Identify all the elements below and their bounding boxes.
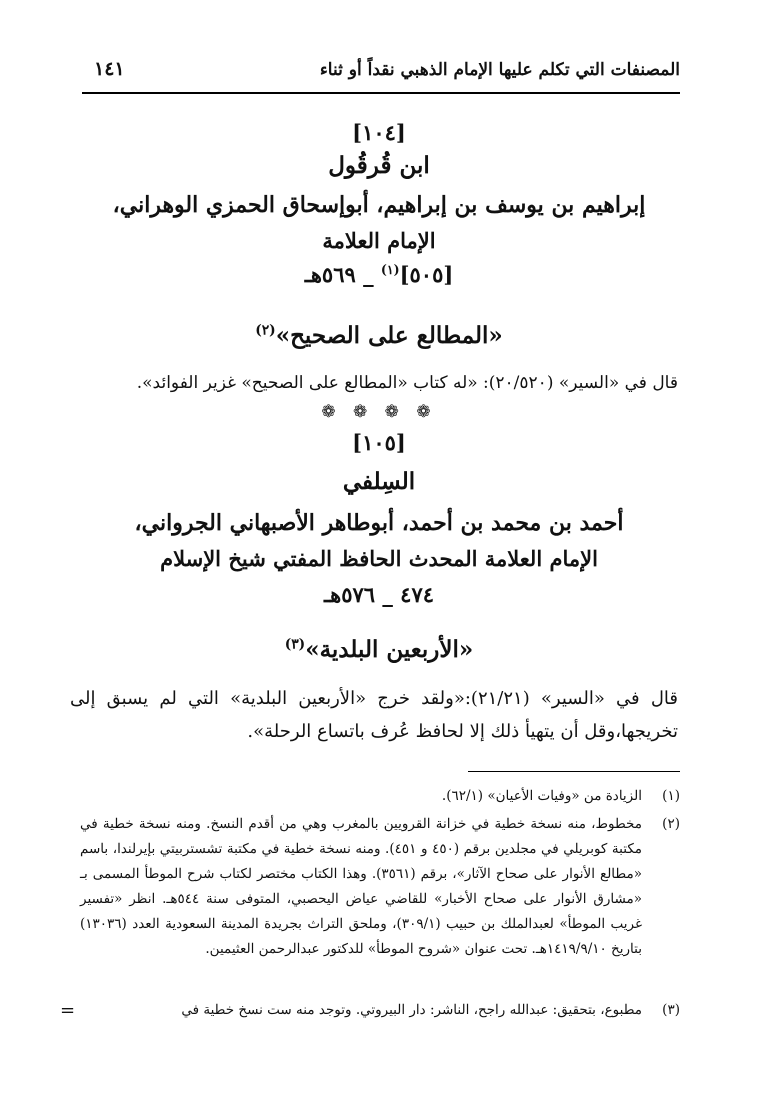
footnote-number: (١) <box>662 788 680 804</box>
footnote <box>80 784 680 809</box>
entry-dates <box>60 262 698 287</box>
dates-end: _ ٥٦٩هـ <box>304 262 374 287</box>
book-title-text: «الأربعين البلدية» <box>305 636 474 663</box>
footnote-number: (٣) <box>662 1002 680 1018</box>
dates-start: [٥٠٥] <box>399 262 454 287</box>
entry-title: الإمام العلامة المحدث الحافظ المفتي شيخ الإسلام <box>160 546 598 571</box>
book-title-text: «المطالع على الصحيح» <box>275 322 503 349</box>
quote-paragraph: قال في «السير» (٢١/٢١):«ولقد خرج «الأربعين البلدية» التي لم يسبق إلى تخريجها،وقل أن يتهيأ ذلك إلا لحافظ عُرف باتساع الرحلة». <box>70 688 678 742</box>
header-rule <box>82 92 680 94</box>
entry-title: الإمام العلامة <box>322 228 436 253</box>
separator-ornament: ❁ ❁ ❁ ❁ <box>321 402 437 422</box>
footnote-ref: (١) <box>380 262 400 277</box>
header-title: المصنفات التي تكلم عليها الإمام الذهبي نقداً أو ثناء <box>319 60 680 80</box>
footnote <box>90 998 680 1023</box>
continuation-mark: = <box>60 1000 76 1021</box>
footnote <box>80 812 680 962</box>
footnote-number: (٢) <box>662 816 680 832</box>
entry-number: [١٠٥] <box>352 430 406 455</box>
footnote-text: مطبوع، بتحقيق: عبدالله راجح، الناشر: دار البيروتي. وتوجد منه ست نسخ خطية في <box>181 1002 642 1018</box>
quote-paragraph: قال في «السير» (٢٠/٥٢٠): «له كتاب «المطالع على الصحيح» غزير الفوائد». <box>136 373 678 393</box>
footnote-text: مخطوط، منه نسخة خطية في خزانة القرويين بالمغرب وهي من أقدم النسخ. ومنه نسخة خطية في مكتبة كوبريلي في مجلدين برقم (٤٥٠ و ٤٥١). ومنه نسخة خطية في مكتبة تشستربيتي بإيرلندا، باسم «مطالع الأنوار على صحاح الآثار»، برقم (٣٥٦١). وهذا الكتاب مختصر لكتاب شرح الموطأ المسمى بـ «مشارق الأنوار على صحاح الأخبار» للقاضي عياض اليحصبي، المتوفى سنة ٥٤٤هـ. انظر «تفسير غريب الموطأ» لعبدالملك بن حبيب (٣٠٩/١)، وملحق التراث بجريدة المدينة السعودية العدد (١٣٠٣٦) بتاريخ ١٤١٩/٩/١٠هـ. تحت عنوان «شروح الموطأ» للدكتور عبدالرحمن العثيمين. <box>80 816 643 957</box>
entry-name: إبراهيم بن يوسف بن إبراهيم، أبوإسحاق الحمزي الوهراني، <box>112 192 646 218</box>
entry-name: أحمد بن محمد بن أحمد، أبوطاهر الأصبهاني الجرواني، <box>134 510 624 536</box>
entry-number: [١٠٤] <box>352 120 406 145</box>
footnote-rule <box>468 771 680 772</box>
entry-nickname: ابن قُرقُول <box>328 152 430 179</box>
book-title <box>60 322 698 349</box>
footnote-ref: (٣) <box>284 636 306 653</box>
footnote-ref: (٢) <box>255 322 276 339</box>
entry-dates: ٤٧٤ _ ٥٧٦هـ <box>323 582 435 607</box>
footnote-text: الزيادة من «وفيات الأعيان» (٦٢/١). <box>441 788 642 804</box>
book-title <box>60 636 698 663</box>
page-number: ١٤١ <box>94 58 125 80</box>
running-header <box>82 56 680 86</box>
entry-nickname: السِلفي <box>342 468 416 495</box>
